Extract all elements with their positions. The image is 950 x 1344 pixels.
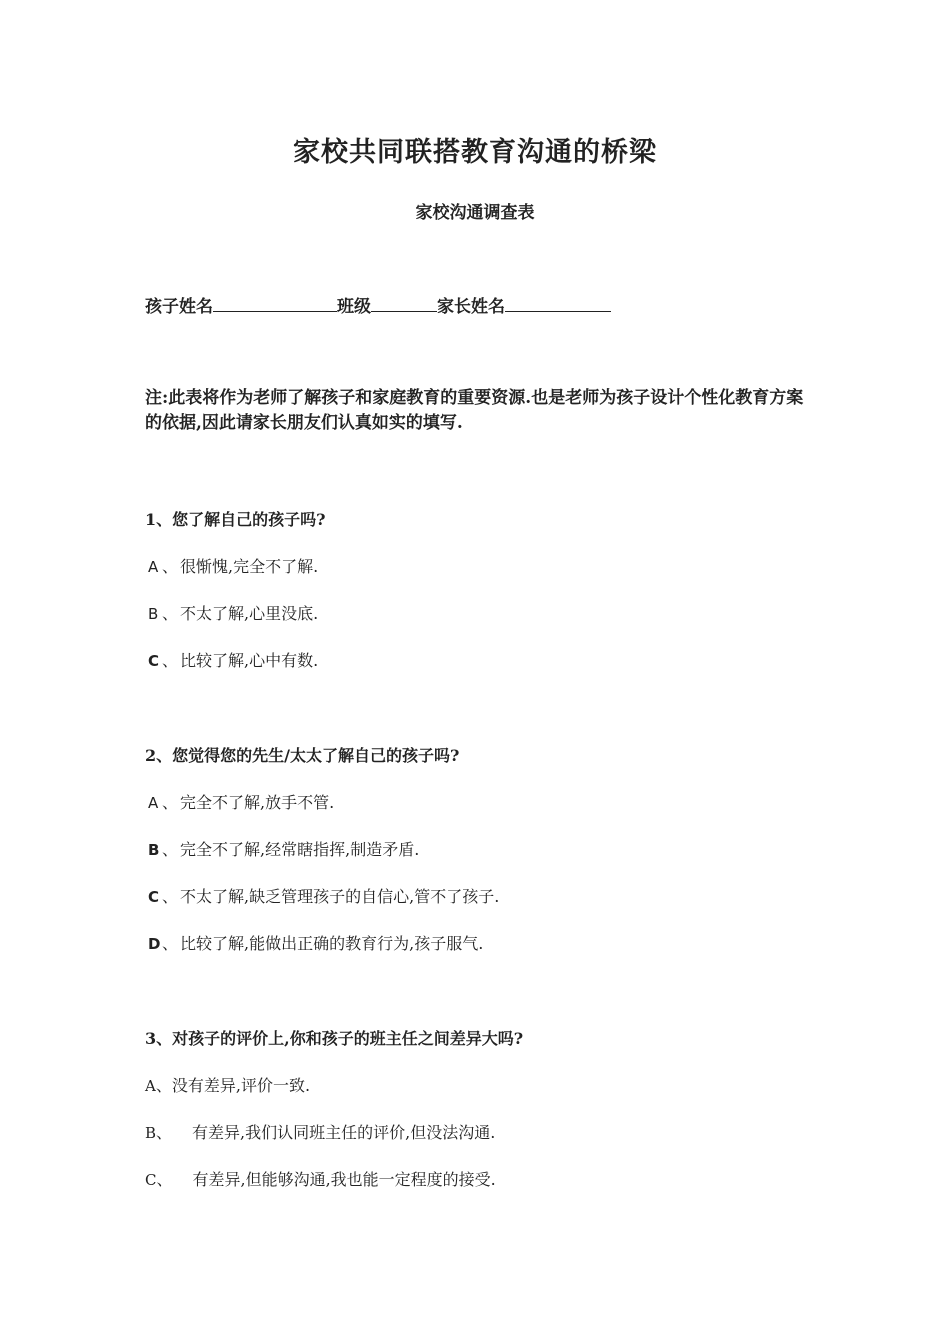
option-2a[interactable]: A 、 完全不了解,放手不管. (148, 793, 335, 812)
option-letter: A (148, 794, 159, 812)
option-letter: C (148, 652, 160, 670)
question-1: 1、您了解自己的孩子吗? (145, 510, 326, 529)
option-text: 比较了解,心中有数. (180, 651, 319, 670)
option-letter: C (145, 1171, 157, 1189)
question-3: 3、对孩子的评价上,你和孩子的班主任之间差异大吗? (145, 1029, 524, 1048)
parent-name-label: 家长姓名 (437, 297, 505, 317)
instruction-note: 注:此表将作为老师了解孩子和家庭教育的重要资源.也是老师为孩子设计个性化教育方案的依据,因此请家长朋友们认真如实的填写. (145, 388, 804, 433)
child-name-blank[interactable] (213, 295, 337, 312)
option-1a[interactable]: A 、 很惭愧,完全不了解. (148, 557, 319, 576)
option-text: 有差异,我们认同班主任的评价,但没法沟通. (192, 1123, 496, 1142)
option-letter: C (148, 888, 160, 906)
option-3a[interactable]: A、没有差异,评价一致. (145, 1076, 311, 1095)
option-3c[interactable]: C、 有差异,但能够沟通,我也能一定程度的接受. (145, 1170, 496, 1189)
parent-name-blank[interactable] (505, 295, 611, 312)
option-1b[interactable]: B 、 不太了解,心里没底. (148, 604, 319, 623)
option-2b[interactable]: B 、 完全不了解,经常瞎指挥,制造矛盾. (148, 840, 420, 859)
option-letter: A (148, 558, 159, 576)
option-1c[interactable]: C 、 比较了解,心中有数. (148, 651, 319, 670)
info-form-line (145, 292, 611, 317)
option-text: 不太了解,缺乏管理孩子的自信心,管不了孩子. (180, 887, 500, 906)
option-text: 不太了解,心里没底. (180, 604, 319, 623)
class-label: 班级 (337, 297, 371, 317)
option-text: 完全不了解,放手不管. (180, 793, 335, 812)
page-subtitle: 家校沟通调查表 (415, 203, 535, 223)
option-2d[interactable]: D、 比较了解,能做出正确的教育行为,孩子服气. (148, 934, 484, 953)
page-title: 家校共同联搭教育沟通的桥梁 (293, 137, 657, 168)
option-3b[interactable]: B、 有差异,我们认同班主任的评价,但没法沟通. (145, 1123, 496, 1142)
class-blank[interactable] (371, 295, 437, 312)
option-text: 完全不了解,经常瞎指挥,制造矛盾. (180, 840, 420, 859)
option-text: 有差异,但能够沟通,我也能一定程度的接受. (192, 1170, 496, 1189)
option-text: 没有差异,评价一致. (171, 1076, 311, 1095)
question-2: 2、您觉得您的先生/太太了解自己的孩子吗? (145, 746, 460, 765)
option-letter: B (148, 841, 160, 859)
option-letter: D (148, 935, 161, 953)
option-letter: A (145, 1077, 156, 1095)
option-text: 很惭愧,完全不了解. (180, 557, 319, 576)
option-letter: B (148, 605, 159, 623)
child-name-label: 孩子姓名 (145, 297, 213, 317)
option-text: 比较了解,能做出正确的教育行为,孩子服气. (180, 934, 484, 953)
option-2c[interactable]: C 、 不太了解,缺乏管理孩子的自信心,管不了孩子. (148, 887, 500, 906)
option-letter: B (145, 1124, 157, 1142)
